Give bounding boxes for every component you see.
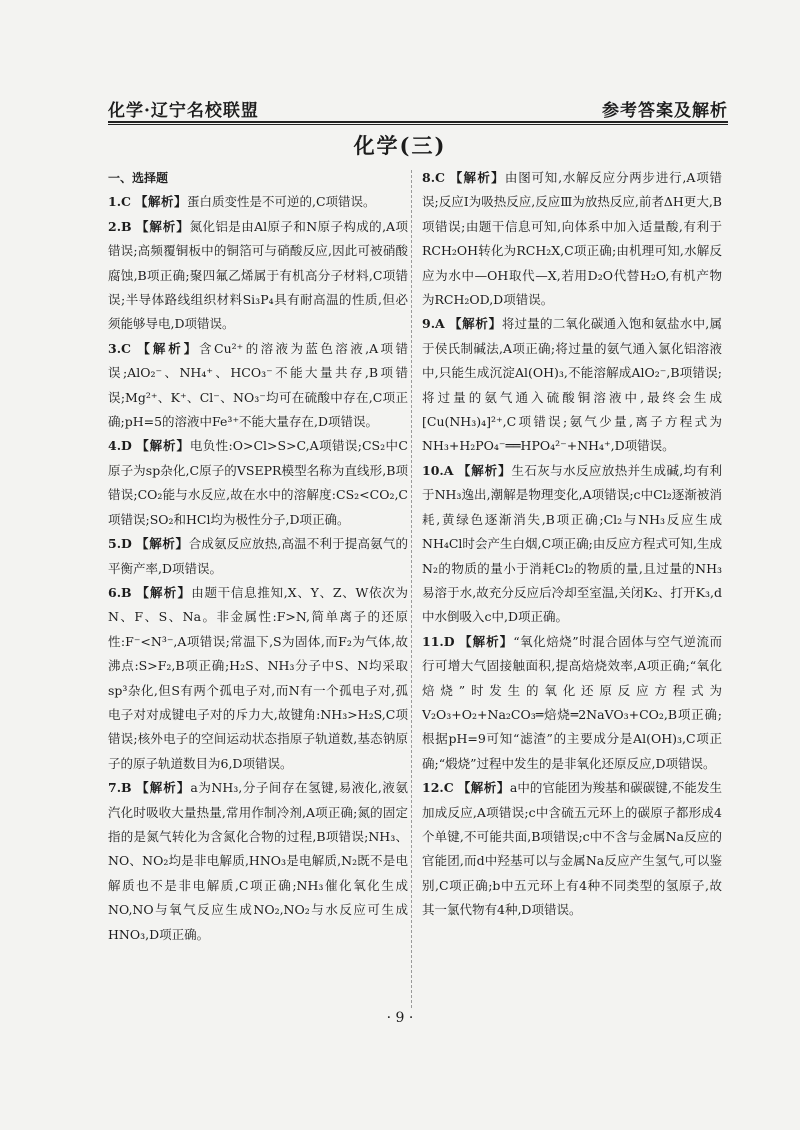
answer-item xyxy=(422,166,722,312)
answer-number: 1.C xyxy=(108,194,131,210)
analysis-tag: 【解析】 xyxy=(459,633,514,649)
answer-item xyxy=(108,337,408,435)
header-rule xyxy=(108,121,728,123)
analysis-tag: 【解析】 xyxy=(457,780,510,796)
answer-item xyxy=(108,581,408,776)
page-title: 化学(三) xyxy=(353,133,447,158)
answer-text: “氧化焙烧”时混合固体与空气逆流而行可增大气固接触面积,提高焙烧效率,A项正确;“氧化焙烧”时发生的氧化还原反应方程式为V₂O₃+O₂+Na₂CO₃═焙烧═2NaVO₃+CO₂,B项正确;根据pH=9可知“滤渣”的主要成分是Al(OH)₃,C项正确;“煅烧”过程中发生的是非氧化还原反应,D项错误。 xyxy=(422,633,722,771)
analysis-tag: 【解析】 xyxy=(136,218,190,234)
analysis-tag: 【解析】 xyxy=(136,584,192,600)
page-header xyxy=(108,96,728,120)
answer-number: 7.B xyxy=(108,780,132,796)
analysis-tag: 【解析】 xyxy=(137,340,200,356)
answer-text: 蛋白质变性是不可逆的,C项错误。 xyxy=(187,194,376,210)
answer-number: 11.D xyxy=(422,633,455,649)
answer-number: 2.B xyxy=(108,218,132,234)
analysis-tag: 【解析】 xyxy=(134,194,187,210)
answer-number: 9.A xyxy=(422,316,445,332)
answer-number: 6.B xyxy=(108,584,132,600)
header-left: 化学·辽宁名校联盟 xyxy=(108,101,259,121)
answer-number: 12.C xyxy=(422,780,454,796)
answer-text: 生石灰与水反应放热并生成碱,均有利于NH₃逸出,潮解是物理变化,A项错误;c中Cl₂逐渐被消耗,黄绿色逐渐消失,B项正确;Cl₂与NH₃反应生成NH₄Cl时会产生白烟,C项正确;由反应方程式可知,生成N₂的物质的量小于消耗Cl₂的物质的量,且过量的NH₃易溶于水,故充分反应后冷却至室温,关闭K₂、打开K₃,d中水倒吸入c中,D项正确。 xyxy=(422,462,722,625)
analysis-tag: 【解析】 xyxy=(136,536,189,552)
answer-text: 电负性:O>Cl>S>C,A项错误;CS₂中C原子为sp杂化,C原子的VSEPR模型名称为直线形,B项错误;CO₂能与水反应,故在水中的溶解度:CS₂<CO₂,C项错误;SO₂和HCl均为极性分子,D项正确。 xyxy=(108,438,408,527)
answer-number: 8.C xyxy=(422,170,445,185)
analysis-tag: 【解析】 xyxy=(448,316,502,332)
header-right: 参考答案及解析 xyxy=(602,101,728,121)
answer-number: 3.C xyxy=(108,340,131,356)
answer-number: 4.D xyxy=(108,438,132,454)
answer-text: a中的官能团为羧基和碳碳键,不能发生加成反应,A项错误;c中含硫五元环上的碳原子都形成4个单键,不可能共面,B项错误;c中不含与金属Na反应的官能团,而d中羟基可以与金属Na反应产生氢气,可以鉴别,C项正确;b中五元环上有4种不同类型的氢原子,故其一氯代物有4种,D项错误。 xyxy=(422,780,722,918)
left-column xyxy=(108,166,408,947)
right-column xyxy=(422,166,722,923)
analysis-tag: 【解析】 xyxy=(449,170,505,185)
answer-number: 5.D xyxy=(108,536,132,552)
answer-item xyxy=(422,630,722,776)
answer-item xyxy=(422,312,722,458)
section-heading: 一、选择题 xyxy=(108,171,169,185)
column-divider xyxy=(411,170,412,1008)
answer-item xyxy=(422,776,722,922)
answer-item xyxy=(108,532,408,581)
answer-text: 合成氨反应放热,高温不利于提高氨气的平衡产率,D项错误。 xyxy=(108,536,408,576)
answer-item xyxy=(108,190,408,214)
page-number: · 9 · xyxy=(386,1010,414,1026)
answer-text: 由题干信息推知,X、Y、Z、W依次为N、F、S、Na。非金属性:F>N,简单离子的还原性:F⁻<N³⁻,A项错误;常温下,S为固体,而F₂为气体,故沸点:S>F₂,B项正确;H₂S、NH₃分子中S、N均采取sp³杂化,但S有两个孤电子对,而N有一个孤电子对,孤电子对对成键电子对的斥力大,故键角:NH₃>H₂S,C项错误;核外电子的空间运动状态指原子轨道数,基态钠原子的原子轨道数目为6,D项错误。 xyxy=(108,584,408,771)
analysis-tag: 【解析】 xyxy=(457,462,512,478)
answer-text: 氮化铝是由Al原子和N原子构成的,A项错误;高频覆铜板中的铜箔可与硝酸反应,因此可被硝酸腐蚀,B项正确;聚四氟乙烯属于有机高分子材料,C项错误;半导体路线组织材料Si₃P₄具有耐高温的性质,但必须能够导电,D项错误。 xyxy=(108,218,408,332)
answer-item xyxy=(108,215,408,337)
header-rule-thin xyxy=(108,124,728,125)
answer-text: 含Cu²⁺的溶液为蓝色溶液,A项错误;AlO₂⁻、NH₄⁺、HCO₃⁻不能大量共存,B项错误;Mg²⁺、K⁺、Cl⁻、NO₃⁻均可在硫酸中存在,C项正确;pH=5的溶液中Fe³⁺不能大量存在,D项错误。 xyxy=(108,340,408,430)
answer-text: 将过量的二氧化碳通入饱和氨盐水中,属于侯氏制碱法,A项正确;将过量的氨气通入氯化铝溶液中,只能生成沉淀Al(OH)₃,不能溶解成AlO₂⁻,B项错误;将过量的氨气通入硫酸铜溶液中,最终会生成[Cu(NH₃)₄]²⁺,C项错误;氨气少量,离子方程式为NH₃+H₂PO₄⁻══HPO₄²⁻+NH₄⁺,D项错误。 xyxy=(422,316,722,454)
answer-item xyxy=(108,776,408,947)
analysis-tag: 【解析】 xyxy=(136,438,190,454)
answer-text: 由图可知,水解反应分两步进行,A项错误;反应Ⅰ为吸热反应,反应Ⅲ为放热反应,前者ΔH更大,B项错误;由题干信息可知,向体系中加入适量酸,有利于RCH₂OH转化为RCH₂X,C项正确;由机理可知,水解反应为水中—OH取代—X,若用D₂O代替H₂O,有机产物为RCH₂OD,D项错误。 xyxy=(422,170,722,308)
answer-text: a为NH₃,分子间存在氢键,易液化,液氨汽化时吸收大量热量,常用作制冷剂,A项正确;氮的固定指的是氮气转化为含氮化合物的过程,B项错误;NH₃、NO、NO₂均是非电解质,HNO₃是电解质,N₂既不是电解质也不是非电解质,C项正确;NH₃催化氧化生成NO,NO与氧气反应生成NO₂,NO₂与水反应可生成HNO₃,D项正确。 xyxy=(108,780,408,942)
answer-number: 10.A xyxy=(422,462,454,478)
answer-item xyxy=(108,434,408,532)
answer-item xyxy=(422,459,722,630)
analysis-tag: 【解析】 xyxy=(136,780,191,796)
